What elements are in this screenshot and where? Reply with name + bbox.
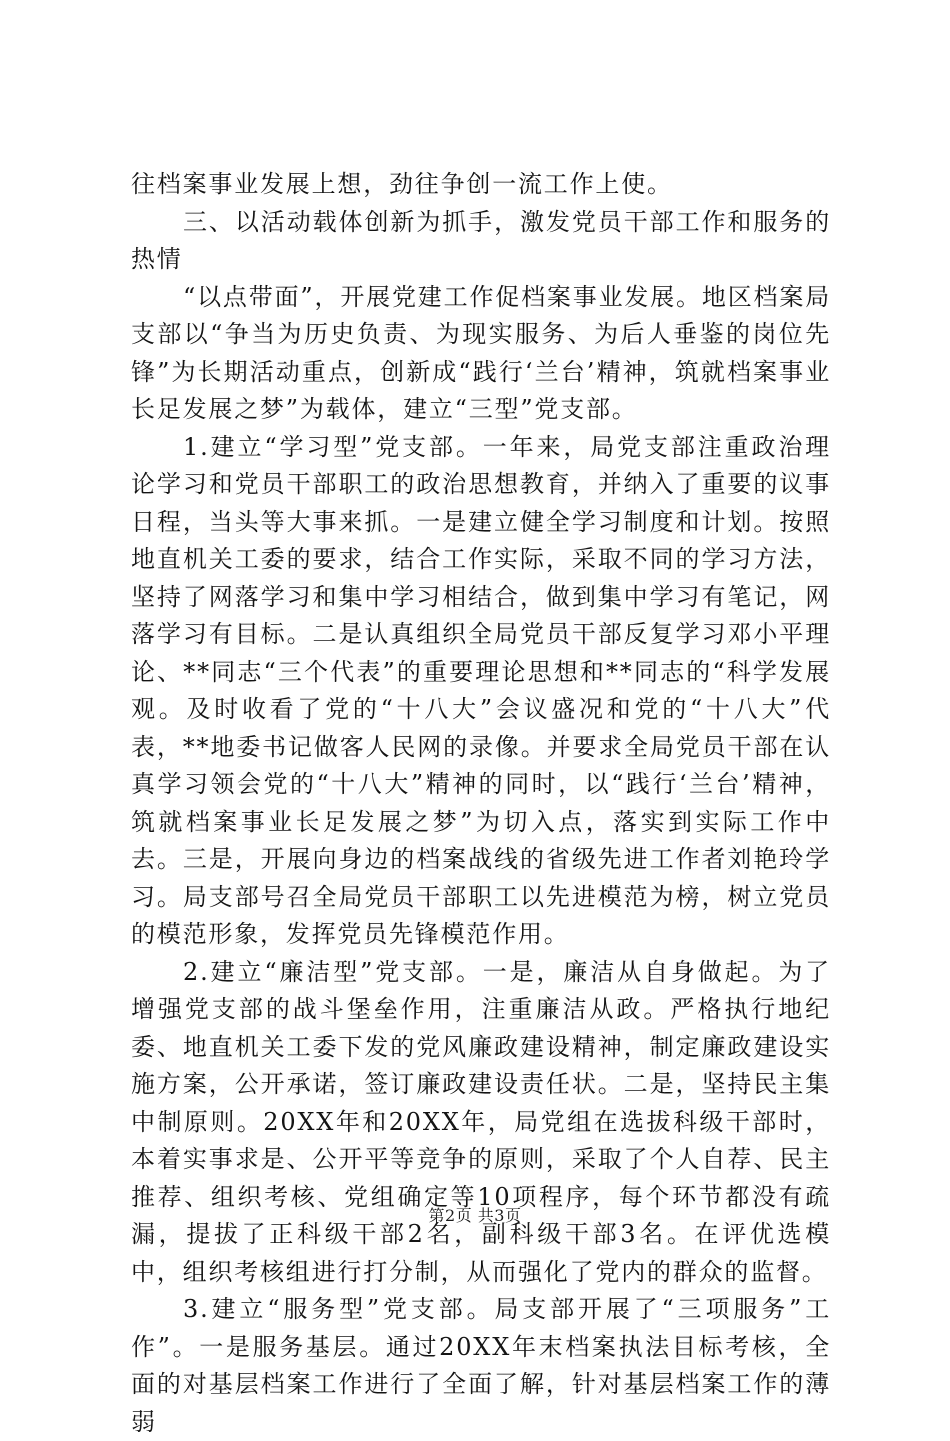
paragraph-item-1: 1.建立“学习型”党支部。一年来，局党支部注重政治理论学习和党员干部职工的政治思想教育，并纳入了重要的议事日程，当头等大事来抓。一是建立健全学习制度和计划。按照地直机关工委的要求，结合工作实际，采取不同的学习方法，坚持了网落学习和集中学习相结合，做到集中学习有笔记，网落学习有目标。二是认真组织全局党员干部反复学习邓小平理论、**同志“三个代表”的重要理论思想和**同志的“科学发展观。及时收看了党的“十八大”会议盛况和党的“十八大”代表，**地委书记做客人民网的录像。并要求全局党员干部在认真学习领会党的“十八大”精神的同时，以“践行‘兰台’精神，筑就档案事业长足发展之梦”为切入点，落实到实际工作中去。三是，开展向身边的档案战线的省级先进工作者刘艳玲学习。局支部号召全局党员干部职工以先进模范为榜，树立党员的模范形象，发挥党员先锋模范作用。 [131,432,831,948]
paragraph-item-3: 3.建立“服务型”党支部。局支部开展了“三项服务”工作”。一是服务基层。通过20XX年末档案执法目标考核，全面的对基层档案工作进行了全面了解，针对基层档案工作的薄弱 [131,1295,831,1436]
page-number-footer: 第2页 共3页 [428,1206,522,1225]
paragraph-intro: “以点带面”，开展党建工作促档案事业发展。地区档案局支部以“争当为历史负责、为现实服务、为后人垂鉴的岗位先锋”为长期活动重点，创新成“践行‘兰台’精神，筑就档案事业长足发展之梦”为载体，建立“三型”党支部。 [131,282,831,423]
paragraph-item-2: 2.建立“廉洁型”党支部。一是，廉洁从自身做起。为了增强党支部的战斗堡垒作用，注重廉洁从政。严格执行地纪委、地直机关工委下发的党风廉政建设精神，制定廉政建设实施方案，公开承诺，签订廉政建设责任状。二是，坚持民主集中制原则。20XX年和20XX年，局党组在选拔科级干部时，本着实事求是、公开平等竞争的原则，采取了个人自荐、民主推荐、组织考核、党组确定等10项程序，每个环节都没有疏漏，提拔了正科级干部2名，副科级干部3名。在评优选模中，组织考核组进行打分制，从而强化了党内的群众的监督。 [131,957,831,1286]
section-heading-3: 三、以活动载体创新为抓手，激发党员干部工作和服务的热情 [131,207,831,273]
document-body [131,166,831,1441]
paragraph-continuation: 往档案事业发展上想，劲往争创一流工作上使。 [131,170,673,198]
